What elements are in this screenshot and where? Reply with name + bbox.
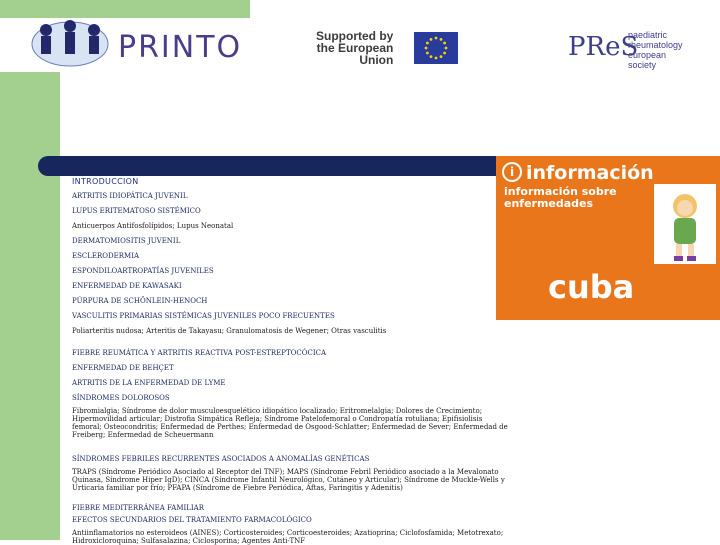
eu-line-1: Supported by [316, 29, 394, 43]
eu-flag-icon [414, 32, 458, 64]
eu-support-text [316, 30, 393, 66]
disease-list [72, 177, 508, 545]
info-title: información [526, 162, 654, 184]
info-icon: i [502, 162, 522, 182]
pres-line-4: society [628, 60, 657, 70]
section-heading[interactable]: INTRODUCCION [72, 177, 139, 186]
printo-wordmark: PRINTO [118, 30, 243, 65]
info-panel [496, 156, 720, 320]
list-item[interactable]: PÚRPURA DE SCHÖNLEIN-HENOCH [72, 297, 208, 305]
eu-line-2: the European [316, 41, 394, 55]
eu-line-3: Union [359, 53, 394, 67]
printo-logo [18, 18, 258, 66]
list-b [72, 349, 492, 402]
child-doll-illustration [654, 184, 716, 264]
list-item[interactable]: ARTRITIS DE LA ENFERMEDAD DE LYME [72, 379, 226, 387]
pain-syndromes-text: Fibromialgia; Síndrome de dolor musculoesquelético idiopático localizado; Eritromelalgia; Dolores de Crecimiento; Hipermovilidad articular; Distrofia Simpática Refleja; Síndrome Patelofemoral o Condropatía rotuliana; Epifisiolisis femoral; Osteocondritis; Enfermedad de Perthes; Enfermedad de Osgood-Schlatter; Enfermedad de Sever; Enfermedad de Freiberg; Enfermedad de Scheuermann [72, 407, 508, 439]
side-effects-text: Antiinflamatorios no esteroideos (AINES); Corticosteroides; Corticoesteroides; Azatioprina; Ciclofosfamida; Metotrexato; Hidroxicloroquina; Sulfasalazina; Ciclosporina; Agentes Anti-TNF [72, 529, 504, 545]
fever-syndromes-text: TRAPS (Síndrome Periódico Asociado al Receptor del TNF); MAPS (Síndrome Febril Periódico asociado a la Mevalonato Quinasa, Síndrome Hiper IgD); CINCA (Síndrome Infantil Neurológico, Cutáneo y Articular); Síndrome de Muckle-Wells y Urticaria familiar por frío; PFAPA (Síndrome de Fiebre Periódica, Aftas, Faringitis y Adenitis) [72, 468, 505, 492]
pres-line-3: european [628, 50, 667, 60]
header-banner [0, 0, 700, 72]
list-item[interactable]: FIEBRE REUMÁTICA Y ARTRITIS REACTIVA POST-ESTREPTOCÓCICA [72, 349, 327, 357]
list-item[interactable]: ENFERMEDAD DE KAWASAKI [72, 282, 182, 290]
pres-abbrev: PReS [568, 32, 639, 62]
list-item[interactable]: Anticuerpos Antifosfolípidos; Lupus Neonatal [72, 222, 234, 230]
pres-society-name [628, 30, 683, 70]
list-item[interactable]: LUPUS ERITEMATOSO SISTÉMICO [72, 207, 201, 215]
list-a [72, 192, 492, 335]
fmf-heading[interactable]: FIEBRE MEDITERRÁNEA FAMILIAR [72, 504, 205, 512]
pres-line-2: rheumatology [628, 40, 683, 50]
fever-heading[interactable]: SÍNDROMES FEBRILES RECURRENTES ASOCIADOS A ANOMALÍAS GENÉTICAS [72, 455, 370, 463]
list-item[interactable]: ENFERMEDAD DE BEHÇET [72, 364, 174, 372]
list-item[interactable]: ESPONDILOARTROPATÍAS JUVENILES [72, 267, 214, 275]
list-item[interactable]: ARTRITIS IDIOPÁTICA JUVENIL [72, 192, 188, 200]
list-item[interactable]: DERMATOMIOSITIS JUVENIL [72, 237, 181, 245]
left-green-bar [0, 0, 60, 540]
info-country: cuba [548, 268, 635, 306]
pres-logo [568, 30, 698, 70]
pres-line-1: paediatric [628, 30, 668, 40]
list-item[interactable]: VASCULITIS PRIMARIAS SISTÉMICAS JUVENILES POCO FRECUENTES [72, 312, 335, 320]
list-item[interactable]: Poliarteritis nudosa; Arteritis de Takayasu; Granulomatosis de Wegener; Otras vasculitis [72, 327, 387, 335]
list-item[interactable]: ESCLERODERMIA [72, 252, 140, 260]
side-effects-heading[interactable]: EFECTOS SECUNDARIOS DEL TRATAMIENTO FARMACOLÓGICO [72, 516, 312, 524]
info-subtitle: información sobre enfermedades [504, 185, 617, 210]
list-item[interactable]: SÍNDROMES DOLOROSOS [72, 394, 170, 402]
children-globe-icon [24, 14, 124, 70]
